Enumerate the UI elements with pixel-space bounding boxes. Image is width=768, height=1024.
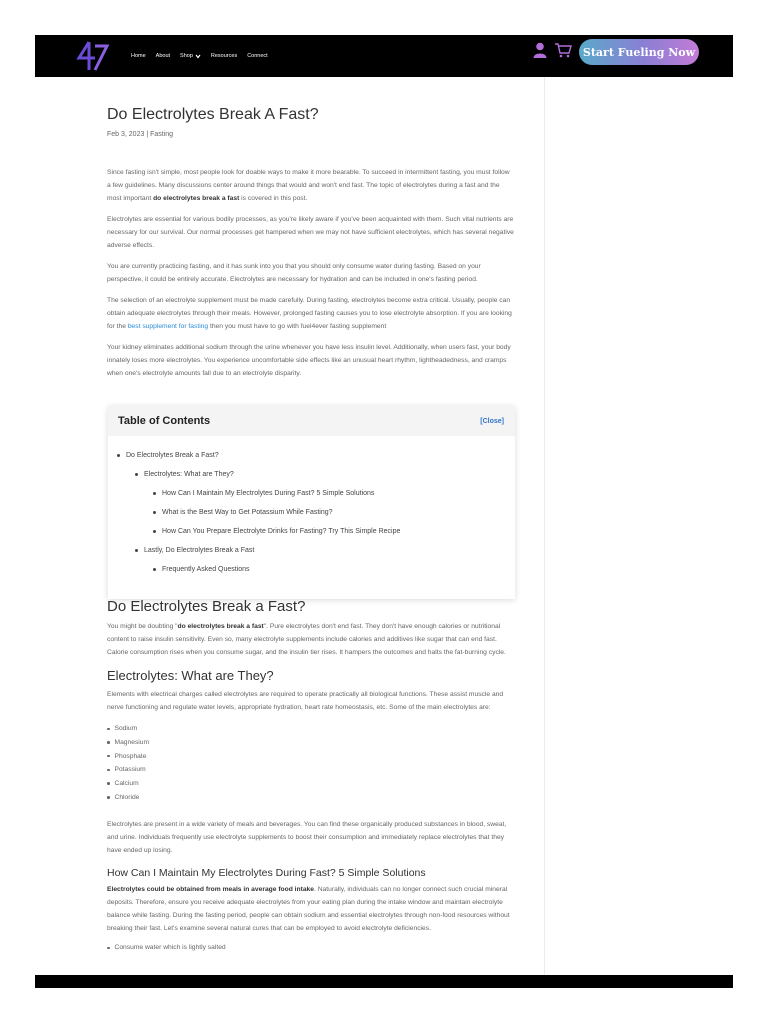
- table-of-contents: [108, 406, 515, 599]
- nav-connect-label: Connect: [247, 53, 268, 59]
- start-fueling-button[interactable]: Start Fueling Now: [579, 39, 699, 65]
- bottom-bar: [35, 975, 733, 988]
- post-meta: [107, 131, 515, 138]
- list-item-label: Magnesium: [114, 739, 150, 747]
- section-1-paragraph: [107, 620, 515, 659]
- section-heading-break-fast: Do Electrolytes Break a Fast?: [107, 598, 306, 615]
- post-category-link[interactable]: Fasting: [150, 131, 174, 138]
- best-supplement-link[interactable]: best supplement for fasting: [127, 323, 209, 330]
- post-title: Do Electrolytes Break A Fast?: [107, 106, 319, 123]
- nav-resources[interactable]: [211, 53, 237, 59]
- nav-home-label: Home: [131, 53, 146, 59]
- bullet-icon: [153, 530, 156, 533]
- list-item: [107, 736, 515, 750]
- toc-item[interactable]: [108, 465, 515, 484]
- nav-about-label: About: [155, 53, 171, 59]
- s1-text: You might be doubting ": [107, 623, 178, 630]
- section-heading-what-are-they: Electrolytes: What are They?: [107, 668, 274, 683]
- bullet-icon: [107, 796, 110, 799]
- s1-text-end: ". Pure electrolytes don't end fast. They don't have enough calories or nutritional content to raise insulin sensitivity. Even so, many electrolyte supplements include calories and additives like sugar that can end fast. Calorie consumption rises when you consume sugar, and the insulin tier rises. It hampers the outcomes and halts the fat-burning cycle.: [107, 623, 506, 656]
- toc-header: [108, 406, 515, 436]
- toc-item[interactable]: [108, 560, 515, 579]
- user-icon[interactable]: [533, 42, 547, 58]
- s1-bold: do electrolytes break a fast: [177, 623, 264, 630]
- bullet-icon: [107, 755, 110, 758]
- site-header: [35, 35, 733, 77]
- toc-item[interactable]: [108, 484, 515, 503]
- intro-p1-text: Since fasting isn't simple, most people look for doable ways to make it more bearable. To succeed in intermittent fasting, you must follow a few guidelines. Many discussions center around things that would and won't end fast. The topic of electrolytes during a fast and the most important: [107, 169, 510, 202]
- toc-item[interactable]: [108, 522, 515, 541]
- article-body: [107, 597, 515, 955]
- bullet-icon: [107, 728, 110, 731]
- list-item-label: Potassium: [114, 766, 146, 774]
- article-intro: [107, 104, 515, 380]
- toc-item[interactable]: [108, 446, 515, 465]
- electrolytes-list: [107, 722, 515, 804]
- toc-item-label: What is the Best Way to Get Potassium While Fasting?: [162, 509, 333, 516]
- bullet-icon: [107, 947, 110, 950]
- bullet-icon: [153, 568, 156, 571]
- list-item: [107, 777, 515, 791]
- bullet-icon: [107, 769, 110, 772]
- list-item-label: Consume water which is lightly salted: [114, 944, 226, 952]
- nav-resources-label: Resources: [210, 53, 238, 59]
- list-item-label: Phosphate: [114, 752, 147, 760]
- list-item: [107, 941, 515, 955]
- list-item-label: Chloride: [114, 793, 140, 801]
- toc-item-label: Do Electrolytes Break a Fast?: [126, 452, 219, 459]
- toc-item-label: Frequently Asked Questions: [162, 566, 250, 573]
- toc-item[interactable]: [108, 541, 515, 560]
- sidebar-divider: [544, 77, 545, 975]
- intro-p4-text-end: then you must have to go with fuel4ever fasting supplement: [208, 323, 387, 330]
- intro-paragraph-4: [107, 294, 515, 333]
- bullet-icon: [117, 454, 120, 457]
- list-item: [107, 763, 515, 777]
- post-date: Feb 3, 2023: [107, 131, 145, 138]
- toc-item-label: Lastly, Do Electrolytes Break a Fast: [144, 547, 255, 554]
- section-2-paragraph-2: Electrolytes are present in a wide variety of meals and beverages. You can find these organically produced substances in blood, sweat, and urine. Individuals frequently use electrolyte supplements to boost their consumption and immediately replace electrolytes that they have ended up losing.: [107, 821, 507, 855]
- intro-p1-text-end: is covered in this post.: [239, 195, 308, 202]
- toc-item[interactable]: [108, 503, 515, 522]
- bullet-icon: [135, 549, 138, 552]
- s3-text: . Naturally, individuals can no longer connect such crucial mineral deposits. Therefore, ensure you receive adequate electrolytes from your eating plan during the intake window and maintain electrolyte balance while fasting. During the fasting period, people can obtain sodium and essential electrolytes through non-food resources without breaking their fast. Let's examine several natural cures that can be employed to avoid electrolyte deficiencies.: [107, 886, 510, 933]
- list-item: [107, 722, 515, 736]
- toc-close-button[interactable]: [Close]: [480, 417, 504, 425]
- list-item: [107, 790, 515, 804]
- intro-paragraph-2: Electrolytes are essential for various bodily processes, as you're likely aware if you've been acquainted with them. Such vital nutrients are necessary for our survival. Our normal processes get hampered when we may not have sufficient electrolytes, which has several negative adverse effects.: [107, 216, 514, 249]
- nav-connect[interactable]: [247, 53, 268, 59]
- toc-item-label: How Can I Maintain My Electrolytes During Fast? 5 Simple Solutions: [162, 490, 375, 497]
- toc-list: [108, 436, 515, 579]
- list-item-label: Calcium: [114, 780, 139, 788]
- s3-bold: Electrolytes could be obtained from meals in average food intake: [107, 886, 314, 894]
- bullet-icon: [153, 511, 156, 514]
- nav-about[interactable]: [156, 53, 170, 59]
- list-item-label: Sodium: [114, 725, 138, 733]
- meta-separator: |: [144, 131, 151, 138]
- intro-paragraph-3: You are currently practicing fasting, and it has sunk into you that you should only consume water during fasting. Based on your perspective, it could be entirely accurate. Electrolytes are necessary for hydration and can be included in one's fasting period.: [107, 263, 481, 283]
- section-2-paragraph-1: Elements with electrical charges called electrolytes are required to operate practically all biological functions. These assist muscle and nerve functioning and regulate water levels, appropriate hydration, heart rate homeostasis, etc. Some of the main electrolytes are:: [107, 691, 504, 711]
- nav-shop[interactable]: [180, 53, 201, 59]
- toc-item-label: Electrolytes: What are They?: [144, 471, 234, 478]
- bullet-icon: [153, 492, 156, 495]
- nav-shop-label: Shop: [180, 53, 193, 59]
- nav-home[interactable]: [131, 53, 146, 59]
- toc-item-label: How Can You Prepare Electrolyte Drinks for Fasting? Try This Simple Recipe: [162, 528, 401, 535]
- section-3-paragraph: [107, 883, 515, 935]
- tips-list: [107, 941, 515, 955]
- main-nav: [131, 35, 268, 77]
- logo-47-icon[interactable]: [75, 39, 111, 73]
- bullet-icon: [135, 473, 138, 476]
- cart-icon[interactable]: [554, 42, 572, 58]
- section-heading-maintain: How Can I Maintain My Electrolytes During Fast? 5 Simple Solutions: [107, 867, 426, 880]
- bullet-icon: [107, 741, 110, 744]
- intro-p1-bold: do electrolytes break a fast: [153, 195, 240, 202]
- chevron-down-icon: [195, 54, 201, 59]
- toc-title: Table of Contents: [118, 415, 211, 427]
- intro-paragraph-5: Your kidney eliminates additional sodium through the urine whenever you have less insulin level. Additionally, when users fast, your body innately loses more electrolytes. You experience uncomfortable side effects like an unusual heart rhythm, lightheadedness, and cramps when one's electrolyte amounts fall due to an electrolyte disparity.: [107, 344, 511, 377]
- intro-p4-text: The selection of an electrolyte supplement must be made carefully. During fasting, electrolytes become extra critical. Usually, people can obtain adequate electrolytes through their meals. However, prolonged fasting causes you to lose electrolyte absorption. If you are looking for the: [107, 297, 512, 330]
- intro-paragraph-1: [107, 166, 515, 205]
- list-item: [107, 749, 515, 763]
- bullet-icon: [107, 782, 110, 785]
